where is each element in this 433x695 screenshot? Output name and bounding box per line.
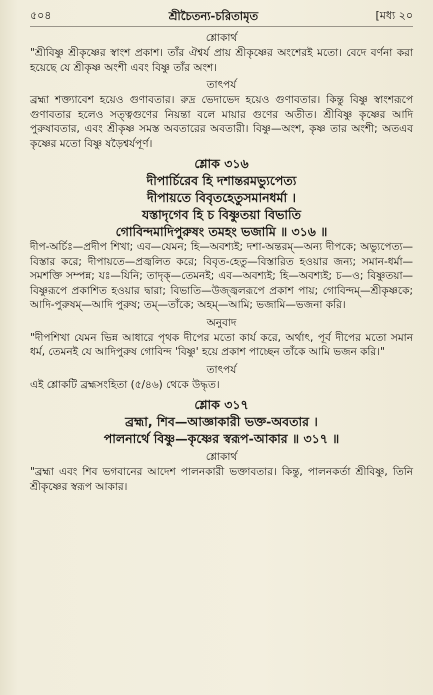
translation-paragraph: "ব্রহ্মা এবং শিব ভগবানের আদেশ পালনকারী ভক্তাবতার। কিন্তু, পালনকর্তা শ্রীবিষ্ণু, তিনি শ্রীকৃষ্ণের স্বরূপ আকার। (30, 466, 413, 493)
heading-purport: তাৎপর্য (206, 79, 237, 91)
purport-paragraph: এই শ্লোকটি ব্রহ্মসংহিতা (৫/৪৬) থেকে উদ্ধৃত। (30, 378, 220, 391)
page-header (30, 8, 413, 27)
heading-translation: অনুবাদ (206, 316, 237, 329)
heading-translation: শ্লোকার্থ (205, 32, 238, 44)
section-label: [মধ্য ২০ (375, 9, 413, 22)
translation-paragraph: "দীপশিখা যেমন ভিন্ন আধারে পৃথক দীপের মতো কার্য করে, অর্থাৎ, পূর্ব দীপের মতো সমান ধর্ম, তেমনই যে আদিপুরুষ গোবিন্দ 'বিষ্ণু' হয়ে প্রকাশ পাচ্ছেন তাঁকে আমি ভজন করি।" (30, 331, 413, 358)
purport-paragraph: ব্রহ্মা শক্ত্যাবেশ হয়েও গুণাবতার। রুদ্র ভেদাভেদ হয়েও গুণাবতার। কিন্তু বিষ্ণু স্বাংশরূপে গুণাবতার হলেও সত্ত্বগুণের নিয়ন্তা বলে মায়ার গুণের অতীত। শ্রীবিষ্ণু কৃষ্ণের আদি পুরুষাবতার, এবং শ্রীকৃষ্ণ সমস্ত অবতারের অবতারী। বিষ্ণু—অংশ, কৃষ্ণ তার অংশী; অতএব কৃষ্ণের মতো বিষ্ণু ষড়ৈশ্বর্যপূর্ণ। (30, 94, 413, 150)
verse-line: ব্রহ্মা, শিব—আজ্ঞাকারী ভক্ত-অবতার । (125, 414, 318, 429)
verse-number: শ্লোক ৩১৬ (194, 156, 249, 171)
verse-line: দীপায়তে বিবৃতহেতুসমানধর্মা । (147, 190, 296, 205)
word-meanings-paragraph: দীপ-অর্চিঃ—প্রদীপ শিখা; এব—যেমন; হি—অবশ্যই; দশা-অন্তরম্—অন্য দীপকে; অভ্যুপেত্য—বিস্তার করে; দীপায়তে—প্রজ্বলিত করে; বিবৃত-হেতু—বিস্তারিত হওয়ার জন্য; সমান-ধর্মা—সমশক্তি সম্পন্ন; যঃ—যিনি; তাদৃক্—তেমনই; এব—অবশ্যই; হি—অবশ্যই; চ—ও; বিষ্ণুতয়া—বিষ্ণুরূপে প্রকাশিত হওয়ার দ্বারা; বিভাতি—উজ্জ্বলরূপে প্রকাশ পায়; গোবিন্দম্—শ্রীকৃষ্ণকে; আদি-পুরুষম্—আদি পুরুষ; তম্—তাঁকে; অহম্—আমি; ভজামি—ভজনা করি। (30, 241, 413, 311)
verse-line: পালনার্থে বিষ্ণু—কৃষ্ণের স্বরূপ-আকার ॥ ৩১৭ ॥ (103, 431, 340, 446)
heading-translation: শ্লোকার্থ (205, 451, 238, 463)
page-number: ৫০৪ (30, 9, 52, 22)
verse-number: শ্লোক ৩১৭ (194, 397, 249, 412)
book-title: শ্রীচৈতন্য-চরিতামৃত (168, 9, 259, 23)
verse-line: গোবিন্দমাদিপুরুষং তমহং ভজামি ॥ ৩১৬ ॥ (115, 224, 328, 239)
heading-purport: তাৎপর্য (206, 363, 237, 376)
translation-paragraph: "শ্রীবিষ্ণু শ্রীকৃষ্ণের স্বাংশ প্রকাশ। তাঁর ঐশ্বর্য প্রায় শ্রীকৃষ্ণের অংশেরই মতো। বেদে বর্ণনা করা হয়েছে যে শ্রীকৃষ্ণ অংশী এবং বিষ্ণু তাঁর অংশ। (30, 47, 413, 74)
verse-line: দীপার্চিরেব হি দশান্তরমভ্যুপেত্য (146, 173, 297, 188)
verse-line: যস্তাদৃগেব হি চ বিষ্ণুতয়া বিভাতি (141, 207, 302, 222)
